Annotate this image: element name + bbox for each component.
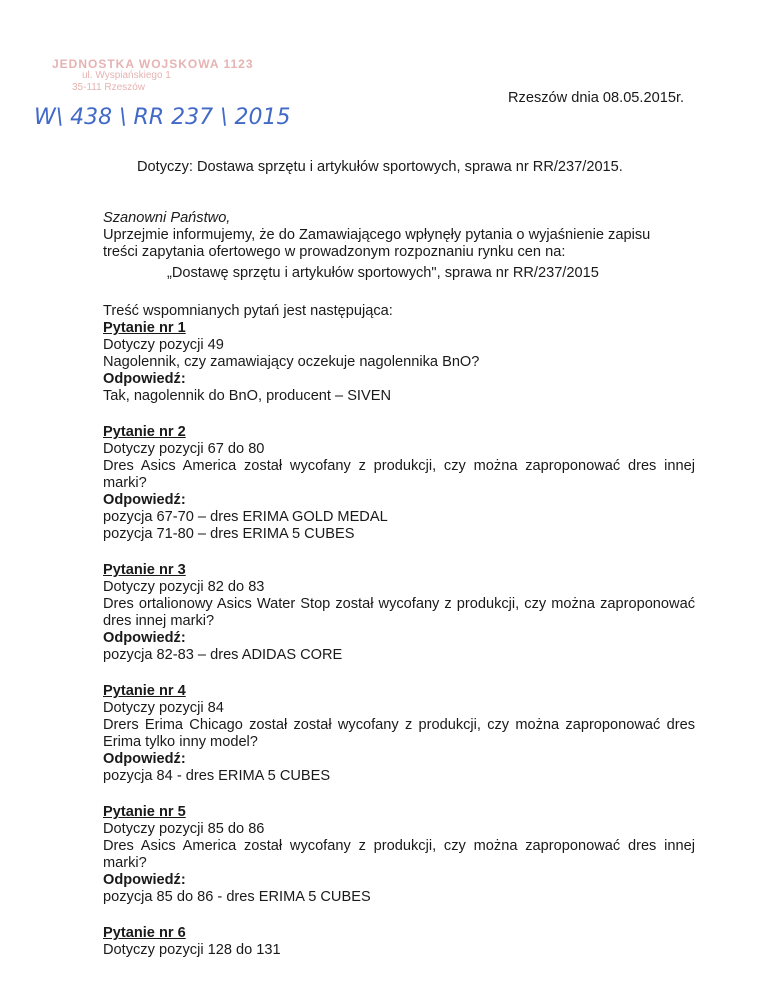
question-text: Dres Asics America został wycofany z produkcji, czy można zaproponować dres innej marki?	[103, 458, 695, 491]
answer-text: pozycja 67-70 – dres ERIMA GOLD MEDAL	[103, 509, 388, 525]
question-position: Dotyczy pozycji 49	[103, 337, 224, 353]
answer-label: Odpowiedź:	[103, 371, 186, 387]
question-block	[103, 424, 695, 543]
questions-list	[103, 320, 695, 959]
intro-line-2: treści zapytania ofertowego w prowadzonym rozpoznaniu rynku cen na:	[103, 244, 566, 260]
question-heading: Pytanie nr 3	[103, 562, 186, 578]
salutation: Szanowni Państwo,	[103, 210, 231, 226]
question-block	[103, 683, 695, 785]
question-heading: Pytanie nr 2	[103, 424, 186, 440]
question-heading: Pytanie nr 5	[103, 804, 186, 820]
answer-text: Tak, nagolennik do BnO, producent – SIVEN	[103, 388, 391, 404]
question-text: Dres ortalionowy Asics Water Stop został wycofany z produkcji, czy można zaproponować dres innej marki?	[103, 596, 695, 629]
intro-line-1: Uprzejmie informujemy, że do Zamawiającego wpłynęły pytania o wyjaśnienie zapisu	[103, 227, 651, 243]
question-heading: Pytanie nr 6	[103, 925, 186, 941]
office-stamp	[52, 58, 292, 98]
stamp-line-2: ul. Wyspiańskiego 1	[82, 70, 171, 81]
answer-label: Odpowiedź:	[103, 492, 186, 508]
answer-label: Odpowiedź:	[103, 872, 186, 888]
procurement-title: „Dostawę sprzętu i artykułów sportowych", sprawa nr RR/237/2015	[167, 265, 599, 281]
stamp-line-1: JEDNOSTKA WOJSKOWA 1123	[52, 57, 254, 71]
question-text: Dres Asics America został wycofany z produkcji, czy można zaproponować dres innej marki?	[103, 838, 695, 871]
questions-intro: Treść wspomnianych pytań jest następująca:	[103, 303, 393, 319]
answer-label: Odpowiedź:	[103, 751, 186, 767]
question-heading: Pytanie nr 4	[103, 683, 186, 699]
question-heading: Pytanie nr 1	[103, 320, 186, 336]
question-position: Dotyczy pozycji 85 do 86	[103, 821, 265, 837]
subject-line: Dotyczy: Dostawa sprzętu i artykułów sportowych, sprawa nr RR/237/2015.	[137, 159, 623, 175]
place-date: Rzeszów dnia 08.05.2015r.	[508, 90, 685, 106]
handwritten-reference-note	[30, 98, 310, 134]
question-block	[103, 320, 695, 405]
question-block	[103, 925, 695, 959]
answer-text: pozycja 84 - dres ERIMA 5 CUBES	[103, 768, 331, 784]
handwritten-reference-text: W\ 438 \ RR 237 \ 2015	[34, 105, 291, 130]
question-position: Dotyczy pozycji 67 do 80	[103, 441, 265, 457]
question-text: Drers Erima Chicago został został wycofany z produkcji, czy można zaproponować dres Erima tylko inny model?	[103, 717, 695, 750]
question-text: Nagolennik, czy zamawiający oczekuje nagolennika BnO?	[103, 354, 480, 370]
answer-label: Odpowiedź:	[103, 630, 186, 646]
letter-body	[103, 210, 695, 959]
answer-text: pozycja 85 do 86 - dres ERIMA 5 CUBES	[103, 889, 371, 905]
question-position: Dotyczy pozycji 84	[103, 700, 224, 716]
stamp-line-3: 35-111 Rzeszów	[72, 82, 145, 93]
question-position: Dotyczy pozycji 82 do 83	[103, 579, 265, 595]
question-block	[103, 804, 695, 906]
answer-text: pozycja 71-80 – dres ERIMA 5 CUBES	[103, 526, 355, 542]
answer-text: pozycja 82-83 – dres ADIDAS CORE	[103, 647, 343, 663]
question-position: Dotyczy pozycji 128 do 131	[103, 942, 281, 958]
question-block	[103, 562, 695, 664]
